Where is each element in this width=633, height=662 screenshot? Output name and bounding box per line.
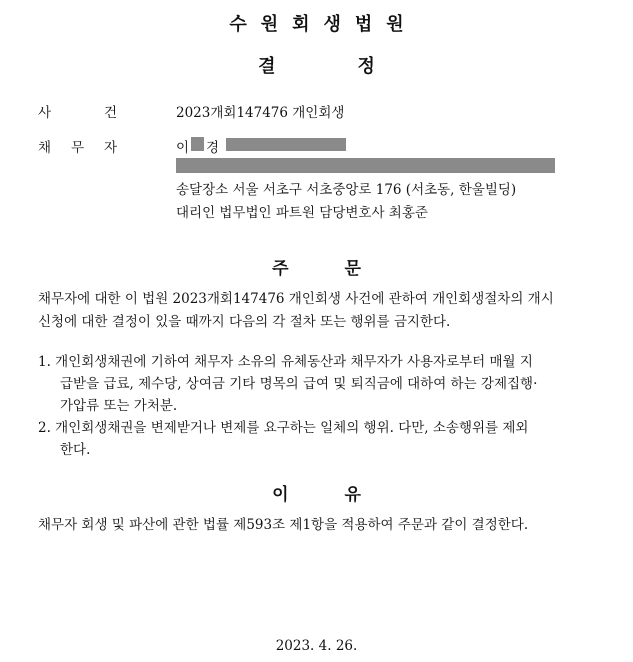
debtor-label-char-2: 무 (71, 140, 85, 156)
redacted-id-number (226, 138, 346, 151)
reason-heading-char-2: 유 (344, 485, 361, 505)
order-intro-line-1: 채무자에 대한 이 법원 2023개회147476 개인회생 사건에 관하여 개인회생절차의 개시 (38, 291, 554, 307)
redacted-name-part (191, 137, 204, 151)
decision-date: 2023. 4. 26. (275, 638, 358, 654)
reason-heading (0, 480, 633, 505)
document-type-char-2: 정 (357, 56, 375, 77)
redacted-address (176, 158, 555, 173)
order-item-2-line-1: 2. 개인회생채권을 변제받거나 변제를 요구하는 일체의 행위. 다만, 소송행위를 제외 (38, 420, 529, 436)
debtor-label-char-1: 채 (38, 140, 52, 156)
case-label-char-1: 사 (38, 105, 52, 121)
debtor-name-last: 경 (206, 140, 220, 156)
reason-heading-char-1: 이 (272, 485, 289, 505)
service-address: 송달장소 서울 서초구 서초중앙로 176 (서초동, 한울빌딩) (176, 182, 517, 198)
case-label-char-2: 건 (104, 105, 118, 121)
reason-text: 채무자 회생 및 파산에 관한 법률 제593조 제1항을 적용하여 주문과 같이 결정한다. (38, 517, 529, 533)
order-heading-char-2: 문 (344, 259, 361, 279)
debtor-name-first: 이 (176, 140, 190, 156)
order-item-1-line-2: 급받을 급료, 제수당, 상여금 기타 명목의 급여 및 퇴직금에 대하여 하는 강제집행· (60, 376, 538, 392)
order-heading (0, 254, 633, 279)
order-item-1-line-3: 가압류 또는 가처분. (60, 398, 178, 414)
order-item-2-line-2: 한다. (60, 442, 91, 458)
court-title: 수원회생법원 (229, 14, 418, 35)
representative: 대리인 법무법인 파트원 담당변호사 최홍준 (176, 205, 428, 221)
case-number: 2023개회147476 개인회생 (176, 105, 345, 121)
order-item-1-line-1: 1. 개인회생채권에 기하여 채무자 소유의 유체동산과 채무자가 사용자로부터 매월 지 (38, 354, 533, 370)
order-heading-char-1: 주 (272, 259, 289, 279)
document-type-heading (0, 52, 633, 78)
document-type-char-1: 결 (258, 56, 276, 77)
order-intro-line-2: 신청에 대한 결정이 있을 때까지 다음의 각 절차 또는 행위를 금지한다. (38, 314, 451, 330)
debtor-label-char-3: 자 (104, 140, 118, 156)
